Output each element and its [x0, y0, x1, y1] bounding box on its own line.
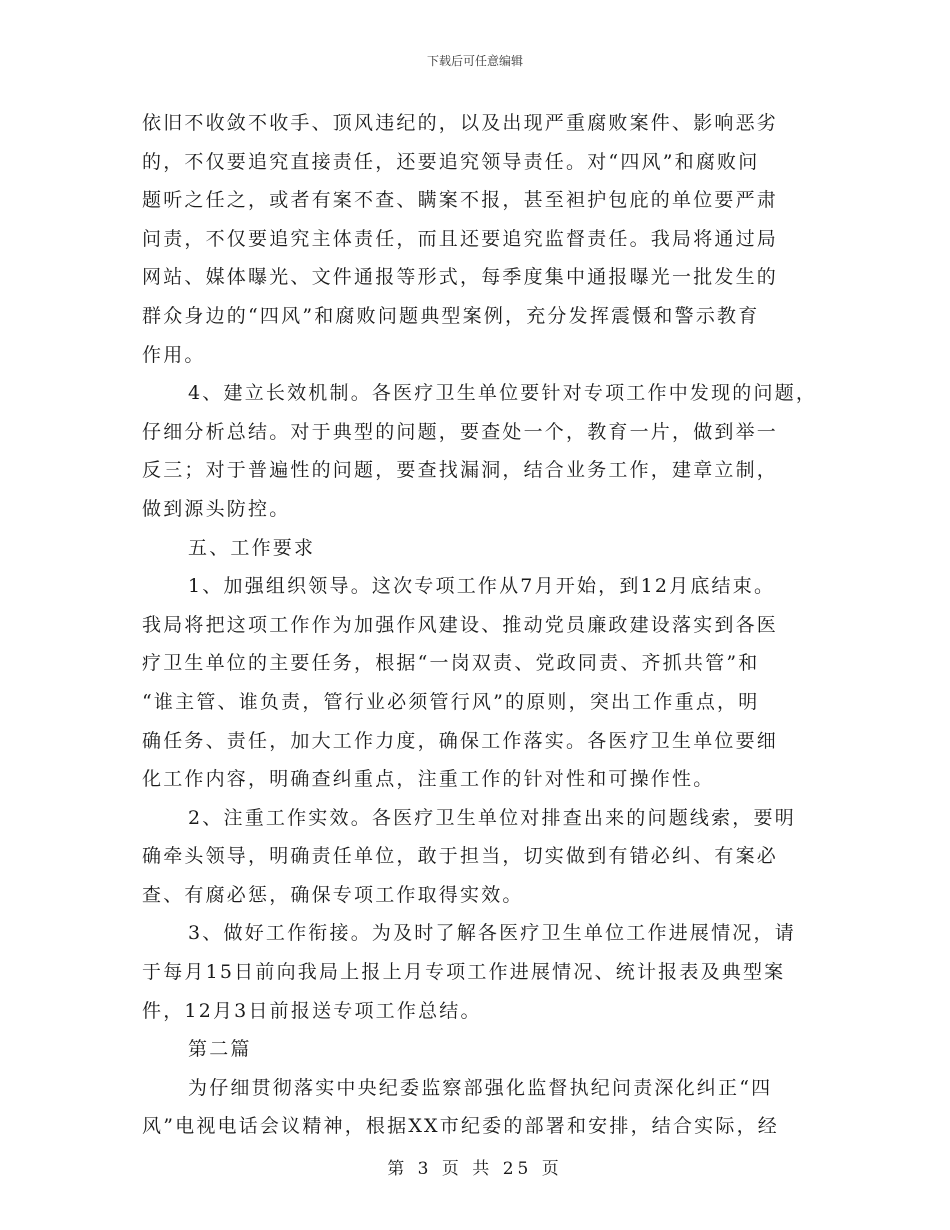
text-line: 于每月15日前向我局上报上月专项工作进展情况、统计报表及典型案	[142, 961, 786, 984]
text-line: 五、工作要求	[188, 536, 316, 559]
text-line: 风”电视电话会议精神，根据XX市纪委的部署和安排，结合实际，经	[142, 1115, 779, 1138]
text-line: 网站、媒体曝光、文件通报等形式，每季度集中通报曝光一批发生的	[142, 266, 779, 289]
text-line: 我局将把这项工作作为加强作风建设、推动党员廉政建设落实到各医	[142, 613, 779, 636]
text-line: 1、加强组织领导。这次专项工作从7月开始，到12月底结束。	[188, 575, 776, 598]
text-line: 问责，不仅要追究主体责任，而且还要追究监督责任。我局将通过局	[142, 227, 779, 250]
text-line: 作用。	[142, 343, 206, 366]
document-body	[142, 104, 822, 1146]
text-line: 化工作内容，明确查纠重点，注重工作的针对性和可操作性。	[142, 768, 715, 791]
text-line: 查、有腐必惩，确保专项工作取得实效。	[142, 883, 524, 906]
text-line: 依旧不收敛不收手、顶风违纪的，以及出现严重腐败案件、影响恶劣	[142, 112, 779, 134]
text-line: 仔细分析总结。对于典型的问题，要查处一个，教育一片，做到举一	[142, 420, 779, 443]
text-line: “谁主管、谁负责，管行业必须管行风”的原则，突出工作重点，明	[142, 690, 760, 713]
text-line: 题听之任之，或者有案不查、瞒案不报，甚至袒护包庇的单位要严肃	[142, 189, 779, 212]
text-line: 反三；对于普遍性的问题，要查找漏洞，结合业务工作，建章立制，	[142, 459, 779, 482]
text-line: 确牵头领导，明确责任单位，敢于担当，切实做到有错必纠、有案必	[142, 845, 779, 868]
text-line: 做到源头防控。	[142, 497, 291, 520]
text-line: 第二篇	[188, 1038, 252, 1061]
text-line: 为仔细贯彻落实中央纪委监察部强化监督执纪问责深化纠正“四	[188, 1076, 773, 1099]
text-line: 的，不仅要追究直接责任，还要追究领导责任。对“四风”和腐败问	[142, 150, 760, 173]
text-line: 件，12月3日前报送专项工作总结。	[142, 999, 482, 1022]
page-footer: 第 3 页 共 25 页	[387, 1159, 563, 1179]
text-line: 疗卫生单位的主要任务，根据“一岗双责、党政同责、齐抓共管”和	[142, 652, 760, 675]
text-line: 4、建立长效机制。各医疗卫生单位要针对专项工作中发现的问题，	[188, 382, 818, 405]
page-header: 下载后可任意编辑	[426, 54, 523, 68]
text-line: 确任务、责任，加大工作力度，确保工作落实。各医疗卫生单位要细	[142, 729, 779, 752]
text-line: 2、注重工作实效。各医疗卫生单位对排查出来的问题线索，要明	[188, 806, 796, 829]
text-line: 群众身边的“四风”和腐败问题典型案例，充分发挥震慑和警示教育	[142, 304, 760, 327]
text-line: 3、做好工作衔接。为及时了解各医疗卫生单位工作进展情况，请	[188, 922, 796, 945]
